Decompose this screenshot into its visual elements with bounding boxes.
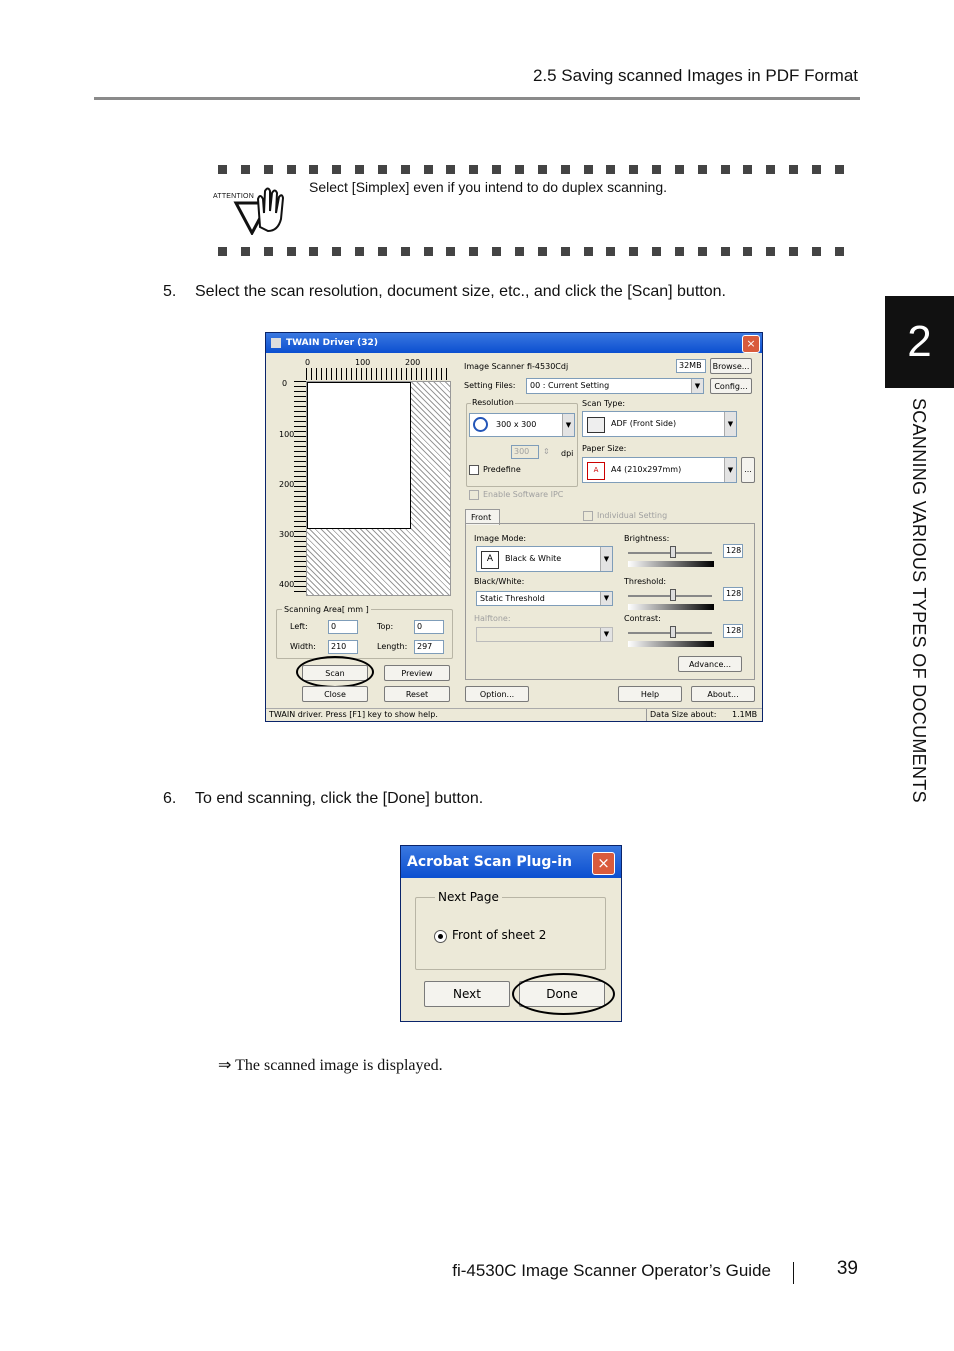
- resolution-label: Resolution: [472, 398, 514, 407]
- scan-frame[interactable]: [307, 382, 411, 529]
- setting-files-label: Setting Files:: [464, 381, 516, 390]
- paper-size-more-button[interactable]: ...: [741, 457, 755, 483]
- option-button[interactable]: Option...: [465, 686, 529, 702]
- front-of-sheet-radio[interactable]: [434, 930, 447, 943]
- ruler-left-200: 200: [279, 480, 295, 489]
- ruler-left-100: 100: [279, 430, 295, 439]
- status-bar: [266, 708, 762, 721]
- threshold-slider-thumb[interactable]: [670, 589, 676, 601]
- enable-ipc-label: Enable Software IPC: [483, 490, 564, 499]
- status-help-text: TWAIN driver. Press [F1] key to show help.: [269, 710, 438, 719]
- scan-type-select[interactable]: ADF (Front Side) ▼: [582, 411, 737, 437]
- contrast-value[interactable]: 128: [723, 624, 743, 638]
- enable-ipc-checkbox[interactable]: [469, 490, 479, 500]
- width-input[interactable]: 210: [328, 640, 358, 654]
- length-label: Length:: [377, 642, 408, 651]
- brightness-label: Brightness:: [624, 534, 670, 543]
- scan-type-label: Scan Type:: [582, 399, 626, 408]
- chevron-down-icon: ▼: [600, 592, 612, 605]
- config-button[interactable]: Config...: [710, 378, 752, 394]
- threshold-value[interactable]: 128: [723, 587, 743, 601]
- ruler-left-400: 400: [279, 580, 295, 589]
- memory-value: 32MB: [676, 359, 706, 373]
- image-mode-label: Image Mode:: [474, 534, 527, 543]
- dpi-stepper-icon[interactable]: ⇕: [543, 447, 550, 456]
- chevron-down-icon: ▼: [691, 379, 703, 393]
- chapter-number-tab: 2: [885, 296, 954, 388]
- black-white-select[interactable]: Static Threshold ▼: [476, 591, 613, 606]
- front-of-sheet-label: Front of sheet 2: [452, 928, 547, 942]
- chevron-down-icon: ▼: [562, 414, 574, 436]
- footer-divider: [793, 1262, 794, 1284]
- twain-titlebar: TWAIN Driver (32): [266, 333, 762, 353]
- about-button[interactable]: About...: [691, 686, 755, 702]
- left-input[interactable]: 0: [328, 620, 358, 634]
- page-number: 39: [836, 1258, 858, 1279]
- horizontal-ruler: [306, 368, 451, 380]
- step-5: 5. Select the scan resolution, document size, etc., and click the [Scan] button.: [163, 283, 726, 300]
- attention-label: ATTENTION: [213, 193, 254, 200]
- scan-button[interactable]: Scan: [302, 665, 368, 681]
- resolution-select[interactable]: 300 x 300 ▼: [469, 413, 575, 437]
- attention-top-border: [218, 165, 844, 174]
- attention-text: Select [Simplex] even if you intend to do duplex scanning.: [309, 179, 667, 195]
- setting-files-select[interactable]: 00 : Current Setting ▼: [526, 378, 704, 394]
- black-white-label: Black/White:: [474, 577, 525, 586]
- next-page-label: Next Page: [435, 890, 502, 904]
- brightness-slider-thumb[interactable]: [670, 546, 676, 558]
- image-mode-icon: A: [481, 551, 499, 569]
- section-title: 2.5 Saving scanned Images in PDF Format: [532, 66, 858, 85]
- brightness-gradient: [628, 561, 714, 567]
- chevron-down-icon: ▼: [724, 458, 736, 482]
- left-label: Left:: [290, 622, 308, 631]
- predefine-label: Predefine: [483, 465, 521, 474]
- dpi-input[interactable]: 300: [511, 445, 539, 459]
- acrobat-titlebar: Acrobat Scan Plug-in: [401, 846, 621, 878]
- adf-scanner-icon: [587, 417, 605, 433]
- advance-button[interactable]: Advance...: [678, 656, 742, 672]
- threshold-gradient: [628, 604, 714, 610]
- chapter-side-title: SCANNING VARIOUS TYPES OF DOCUMENTS: [909, 398, 929, 803]
- chevron-down-icon: ▼: [724, 412, 736, 436]
- ruler-top-100: 100: [355, 358, 371, 367]
- paper-size-label: Paper Size:: [582, 444, 627, 453]
- header-rule: [94, 97, 860, 100]
- tab-front[interactable]: Front: [465, 509, 500, 525]
- preview-button[interactable]: Preview: [384, 665, 450, 681]
- status-data-size-value: 1.1MB: [732, 710, 758, 719]
- done-highlight-circle: [512, 973, 615, 1015]
- footer-guide-title: fi-4530C Image Scanner Operator’s Guide: [452, 1261, 771, 1280]
- brightness-value[interactable]: 128: [723, 544, 743, 558]
- halftone-label: Halftone:: [474, 614, 511, 623]
- threshold-label: Threshold:: [624, 577, 667, 586]
- predefine-checkbox[interactable]: [469, 465, 479, 475]
- individual-setting-label: Individual Setting: [597, 511, 668, 520]
- paper-size-select[interactable]: A A4 (210x297mm) ▼: [582, 457, 737, 483]
- help-button[interactable]: Help: [618, 686, 682, 702]
- individual-setting-checkbox[interactable]: [583, 511, 593, 521]
- scanner-icon: [271, 338, 281, 348]
- scan-highlight-circle: [296, 656, 374, 688]
- twain-dialog: [265, 332, 763, 722]
- image-mode-select[interactable]: A Black & White ▼: [476, 546, 613, 572]
- status-data-size-label: Data Size about:: [646, 709, 716, 721]
- browse-button[interactable]: Browse...: [710, 358, 752, 374]
- attention-bottom-border: [218, 247, 844, 256]
- contrast-label: Contrast:: [624, 614, 661, 623]
- chevron-down-icon: ▼: [600, 547, 612, 571]
- scanning-area-label: Scanning Area[ mm ]: [284, 605, 369, 614]
- dpi-label: dpi: [561, 449, 574, 458]
- reset-button[interactable]: Reset: [384, 686, 450, 702]
- contrast-slider-thumb[interactable]: [670, 626, 676, 638]
- top-label: Top:: [377, 622, 394, 631]
- width-label: Width:: [290, 642, 316, 651]
- ruler-left-0: 0: [282, 379, 288, 388]
- top-input[interactable]: 0: [414, 620, 444, 634]
- ruler-top-0: 0: [305, 358, 311, 367]
- ruler-left-300: 300: [279, 530, 295, 539]
- paper-size-icon: A: [587, 462, 605, 480]
- chevron-down-icon: ▼: [600, 628, 612, 641]
- preview-area[interactable]: [306, 381, 451, 596]
- image-scanner-label: Image Scanner :: [464, 362, 530, 371]
- ruler-top-200: 200: [405, 358, 421, 367]
- step-6: 6. To end scanning, click the [Done] button.: [163, 790, 484, 807]
- acrobat-dialog: [400, 845, 622, 1022]
- result-text: ⇒ The scanned image is displayed.: [218, 1057, 443, 1074]
- length-input[interactable]: 297: [414, 640, 444, 654]
- twain-close-button[interactable]: ×: [742, 335, 760, 353]
- image-scanner-value: fi-4530Cdj: [527, 362, 569, 371]
- resolution-magnifier-icon: [473, 417, 488, 432]
- acrobat-close-button[interactable]: ×: [592, 852, 615, 875]
- close-button[interactable]: Close: [302, 686, 368, 702]
- next-button[interactable]: Next: [424, 981, 510, 1007]
- contrast-gradient: [628, 641, 714, 647]
- done-button[interactable]: Done: [519, 981, 605, 1007]
- vertical-ruler: [294, 381, 306, 596]
- halftone-select[interactable]: [476, 627, 613, 642]
